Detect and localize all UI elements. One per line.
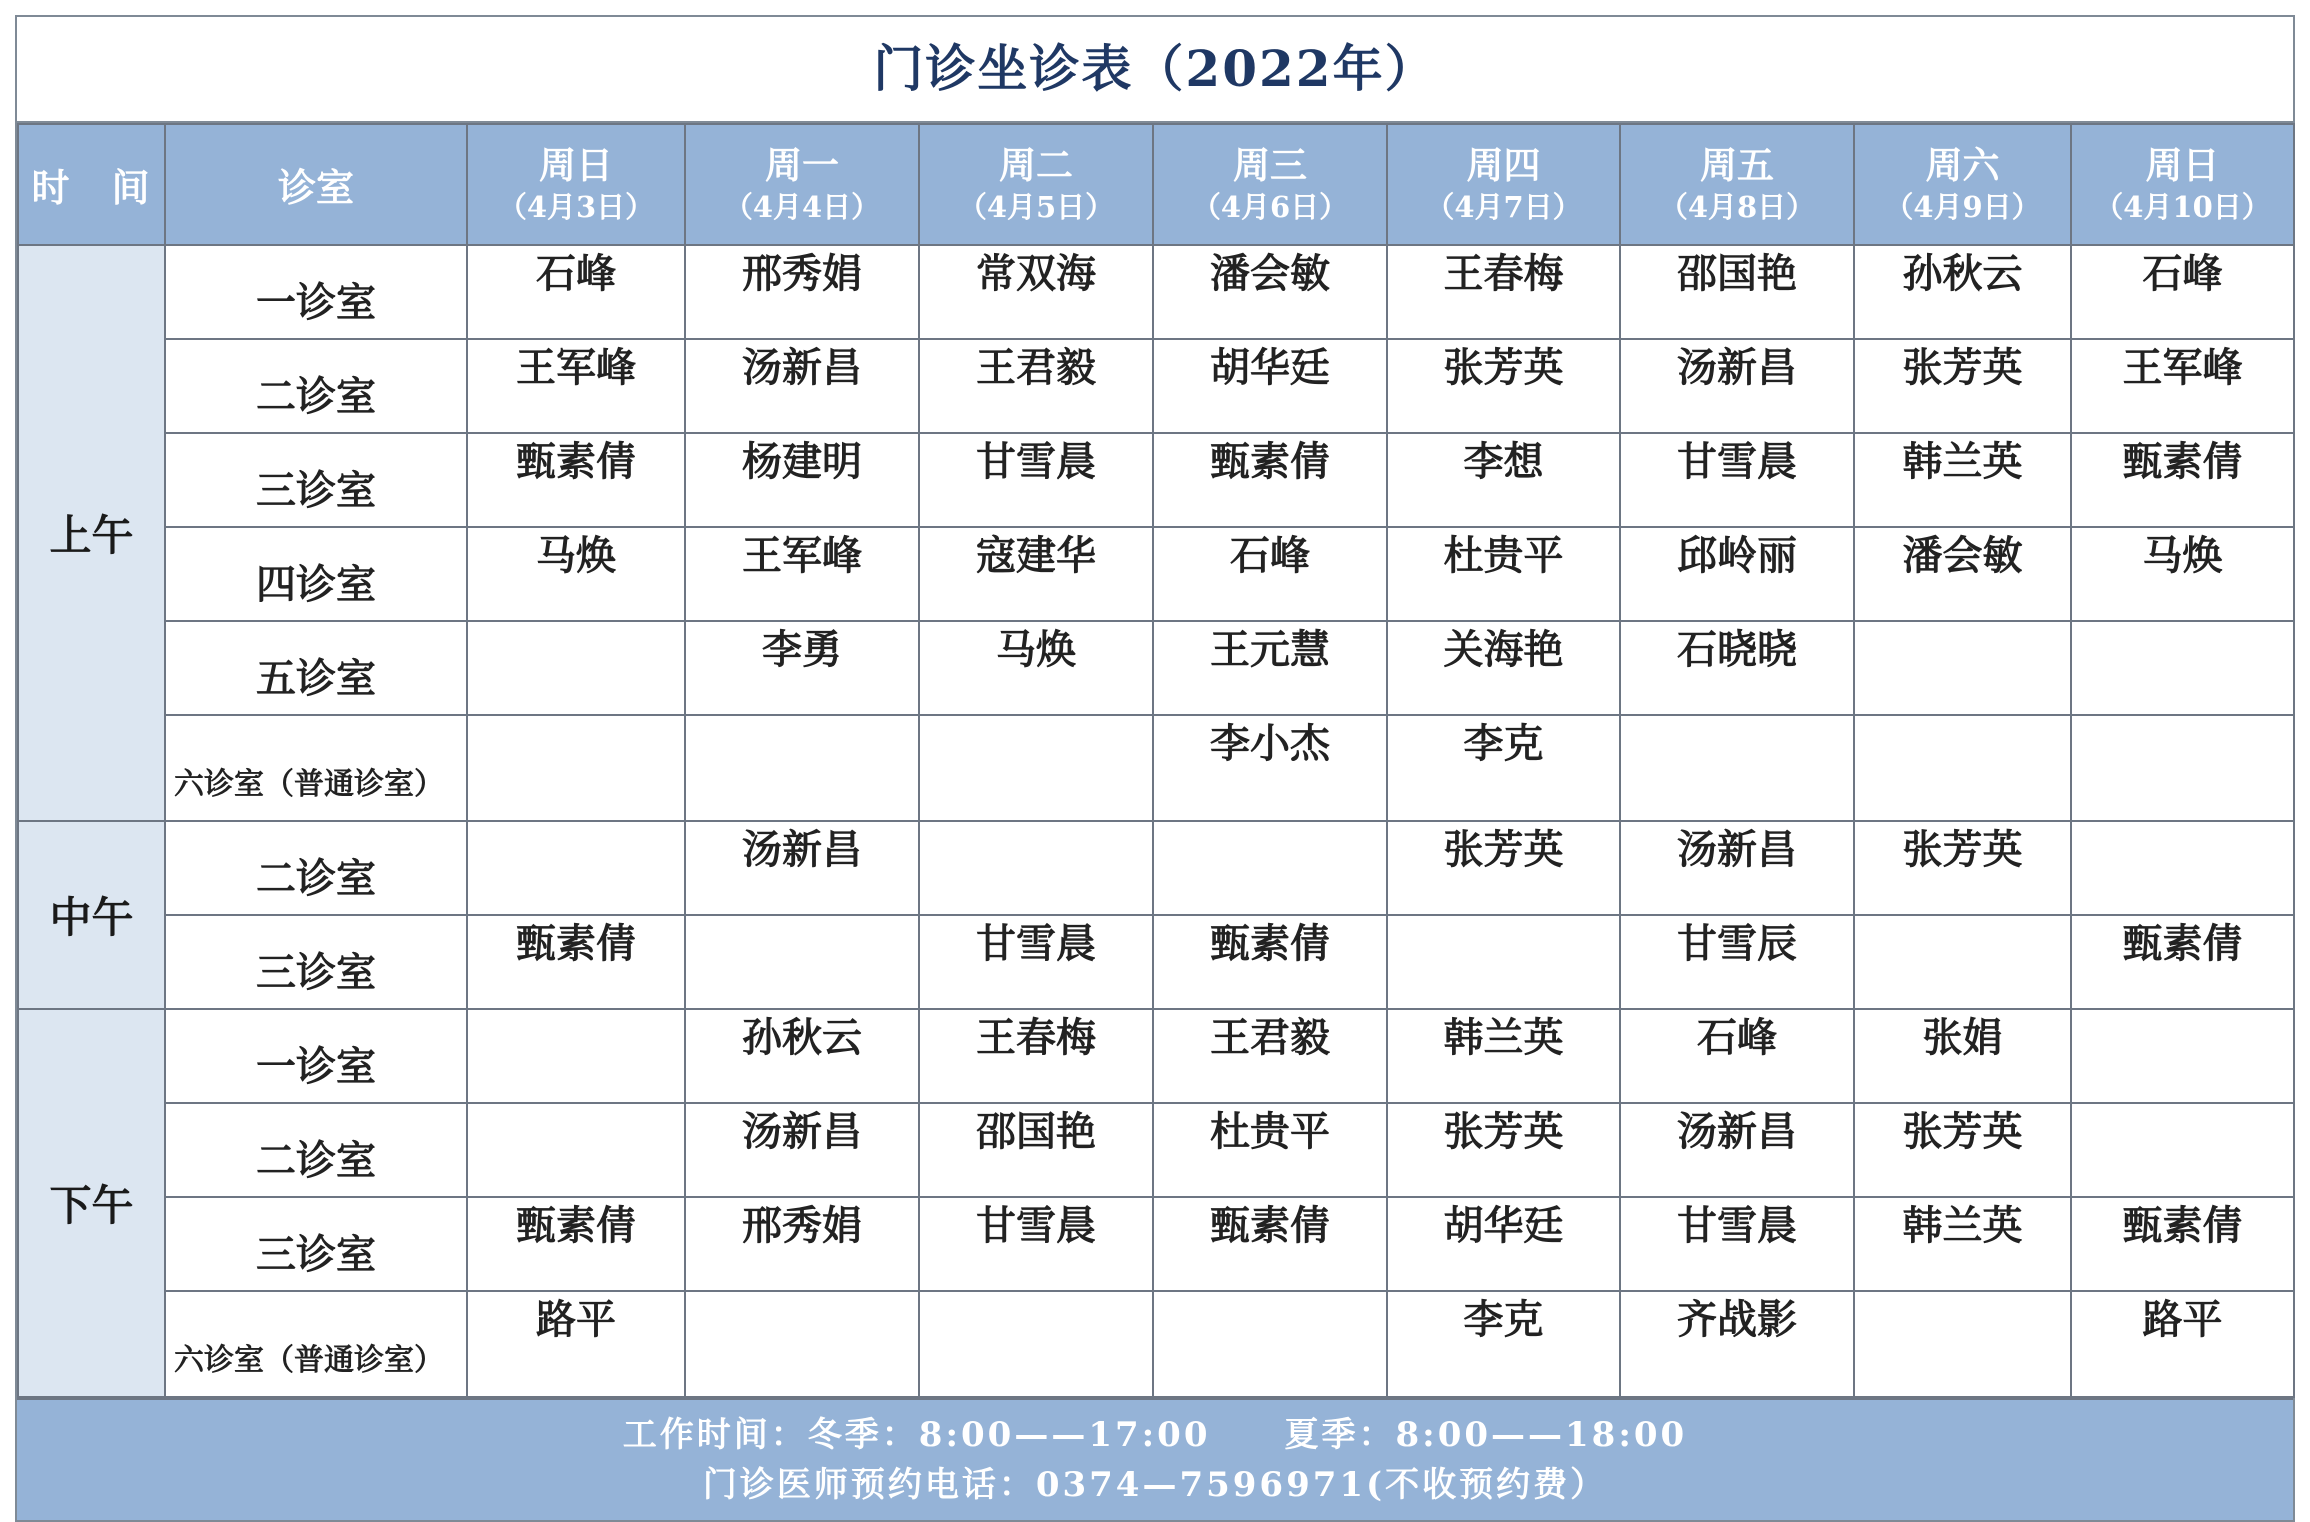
doctor-cell: 石晓晓 — [1620, 621, 1854, 715]
time-period-label: 下午 — [18, 1009, 165, 1397]
doctor-cell: 张芳英 — [1387, 821, 1620, 915]
doctor-cell: 甘雪晨 — [919, 1197, 1153, 1291]
doctor-cell — [1854, 715, 2071, 821]
doctor-cell: 甄素倩 — [2071, 433, 2294, 527]
doctor-cell — [467, 1009, 685, 1103]
doctor-cell: 路平 — [2071, 1291, 2294, 1397]
doctor-cell — [685, 715, 919, 821]
doctor-cell: 汤新昌 — [1620, 339, 1854, 433]
doctor-cell: 汤新昌 — [685, 821, 919, 915]
day-date: （4月8日） — [1658, 189, 1816, 224]
doctor-cell: 张娟 — [1854, 1009, 2071, 1103]
room-label: 六诊室（普通诊室） — [165, 715, 467, 821]
day-date: （4月10日） — [2094, 189, 2271, 224]
table-row — [18, 245, 2294, 339]
doctor-cell: 潘会敏 — [1854, 527, 2071, 621]
doctor-cell — [1153, 1291, 1387, 1397]
room-label: 二诊室 — [165, 339, 467, 433]
doctor-cell: 甘雪晨 — [1620, 433, 1854, 527]
doctor-cell: 甄素倩 — [467, 433, 685, 527]
time-header: 时 间 — [18, 124, 165, 245]
doctor-cell: 甘雪晨 — [919, 915, 1153, 1009]
doctor-cell: 齐战影 — [1620, 1291, 1854, 1397]
day-name: 周二 — [999, 142, 1073, 187]
appointment-phone: 门诊医师预约电话：0374—7596971(不收预约费） — [702, 1465, 1608, 1505]
room-label: 三诊室 — [165, 433, 467, 527]
doctor-cell: 王元慧 — [1153, 621, 1387, 715]
doctor-cell: 汤新昌 — [1620, 821, 1854, 915]
schedule-table — [17, 123, 2295, 1398]
doctor-cell: 路平 — [467, 1291, 685, 1397]
doctor-cell: 甘雪辰 — [1620, 915, 1854, 1009]
room-label: 二诊室 — [165, 1103, 467, 1197]
doctor-cell — [685, 1291, 919, 1397]
time-period-label: 中午 — [18, 821, 165, 1009]
room-label: 三诊室 — [165, 915, 467, 1009]
doctor-cell: 甘雪晨 — [919, 433, 1153, 527]
table-row — [18, 527, 2294, 621]
doctor-cell: 马焕 — [2071, 527, 2294, 621]
table-row — [18, 821, 2294, 915]
doctor-cell: 胡华廷 — [1387, 1197, 1620, 1291]
header-row — [18, 124, 2294, 245]
doctor-cell — [467, 715, 685, 821]
doctor-cell: 孙秋云 — [1854, 245, 2071, 339]
doctor-cell: 杜贵平 — [1387, 527, 1620, 621]
day-name: 周五 — [1700, 142, 1774, 187]
doctor-cell: 张芳英 — [1854, 339, 2071, 433]
doctor-cell: 李克 — [1387, 1291, 1620, 1397]
table-row — [18, 715, 2294, 821]
doctor-cell — [1854, 915, 2071, 1009]
room-header: 诊室 — [165, 124, 467, 245]
day-name: 周三 — [1233, 142, 1307, 187]
doctor-cell: 关海艳 — [1387, 621, 1620, 715]
doctor-cell — [1387, 915, 1620, 1009]
table-row — [18, 621, 2294, 715]
doctor-cell — [919, 715, 1153, 821]
doctor-cell: 张芳英 — [1854, 821, 2071, 915]
table-row — [18, 339, 2294, 433]
doctor-cell: 李克 — [1387, 715, 1620, 821]
doctor-cell: 孙秋云 — [685, 1009, 919, 1103]
doctor-cell: 李想 — [1387, 433, 1620, 527]
room-label: 四诊室 — [165, 527, 467, 621]
table-row — [18, 433, 2294, 527]
doctor-cell: 甄素倩 — [1153, 1197, 1387, 1291]
doctor-cell: 邢秀娟 — [685, 245, 919, 339]
doctor-cell — [2071, 621, 2294, 715]
doctor-cell: 韩兰英 — [1854, 433, 2071, 527]
doctor-cell — [2071, 1103, 2294, 1197]
doctor-cell: 甄素倩 — [467, 1197, 685, 1291]
doctor-cell: 甄素倩 — [1153, 433, 1387, 527]
day-date: （4月7日） — [1425, 189, 1582, 224]
doctor-cell: 汤新昌 — [1620, 1103, 1854, 1197]
working-hours: 工作时间：冬季：8:00——17:00 夏季：8:00——18:00 — [622, 1415, 1688, 1455]
page-title: 门诊坐诊表（2022年） — [17, 17, 2293, 123]
doctor-cell: 汤新昌 — [685, 339, 919, 433]
doctor-cell: 邱岭丽 — [1620, 527, 1854, 621]
doctor-cell: 王军峰 — [467, 339, 685, 433]
doctor-cell: 王君毅 — [919, 339, 1153, 433]
room-label: 五诊室 — [165, 621, 467, 715]
doctor-cell: 王君毅 — [1153, 1009, 1387, 1103]
doctor-cell: 常双海 — [919, 245, 1153, 339]
doctor-cell: 韩兰英 — [1854, 1197, 2071, 1291]
doctor-cell: 甘雪晨 — [1620, 1197, 1854, 1291]
room-label: 二诊室 — [165, 821, 467, 915]
day-header — [467, 124, 685, 245]
day-name: 周四 — [1466, 142, 1541, 187]
doctor-cell: 杜贵平 — [1153, 1103, 1387, 1197]
doctor-cell: 汤新昌 — [685, 1103, 919, 1197]
table-row — [18, 1197, 2294, 1291]
day-date: （4月6日） — [1191, 189, 1349, 224]
doctor-cell: 王军峰 — [685, 527, 919, 621]
table-row — [18, 1103, 2294, 1197]
day-name: 周日 — [2145, 142, 2220, 187]
doctor-cell: 潘会敏 — [1153, 245, 1387, 339]
doctor-cell: 杨建明 — [685, 433, 919, 527]
doctor-cell: 石峰 — [1620, 1009, 1854, 1103]
day-date: （4月3日） — [497, 189, 655, 224]
day-date: （4月9日） — [1884, 189, 2041, 224]
doctor-cell: 王春梅 — [1387, 245, 1620, 339]
doctor-cell: 石峰 — [467, 245, 685, 339]
table-row — [18, 1009, 2294, 1103]
day-date: （4月4日） — [723, 189, 881, 224]
doctor-cell — [2071, 715, 2294, 821]
doctor-cell: 韩兰英 — [1387, 1009, 1620, 1103]
day-header — [919, 124, 1153, 245]
doctor-cell — [2071, 1009, 2294, 1103]
doctor-cell: 李小杰 — [1153, 715, 1387, 821]
day-date: （4月5日） — [957, 189, 1115, 224]
doctor-cell — [467, 621, 685, 715]
doctor-cell: 石峰 — [1153, 527, 1387, 621]
doctor-cell — [2071, 821, 2294, 915]
table-row — [18, 915, 2294, 1009]
doctor-cell: 甄素倩 — [1153, 915, 1387, 1009]
room-label: 一诊室 — [165, 1009, 467, 1103]
doctor-cell — [919, 821, 1153, 915]
table-row — [18, 1291, 2294, 1397]
doctor-cell — [685, 915, 919, 1009]
doctor-cell: 寇建华 — [919, 527, 1153, 621]
doctor-cell — [919, 1291, 1153, 1397]
day-header — [1620, 124, 1854, 245]
doctor-cell: 张芳英 — [1387, 1103, 1620, 1197]
doctor-cell: 石峰 — [2071, 245, 2294, 339]
doctor-cell — [1153, 821, 1387, 915]
day-header — [1153, 124, 1387, 245]
doctor-cell — [1854, 1291, 2071, 1397]
doctor-cell: 王春梅 — [919, 1009, 1153, 1103]
doctor-cell: 马焕 — [919, 621, 1153, 715]
doctor-cell: 胡华廷 — [1153, 339, 1387, 433]
doctor-cell — [1620, 715, 1854, 821]
doctor-cell: 邵国艳 — [1620, 245, 1854, 339]
doctor-cell: 邢秀娟 — [685, 1197, 919, 1291]
room-label: 一诊室 — [165, 245, 467, 339]
doctor-cell: 邵国艳 — [919, 1103, 1153, 1197]
doctor-cell — [1854, 621, 2071, 715]
schedule-sheet — [15, 15, 2295, 1522]
day-name: 周六 — [1925, 142, 2000, 187]
day-name: 周一 — [765, 142, 839, 187]
time-period-label: 上午 — [18, 245, 165, 821]
footer-info — [17, 1398, 2293, 1520]
doctor-cell: 张芳英 — [1854, 1103, 2071, 1197]
room-label: 三诊室 — [165, 1197, 467, 1291]
doctor-cell — [467, 1103, 685, 1197]
doctor-cell: 马焕 — [467, 527, 685, 621]
day-header — [1854, 124, 2071, 245]
doctor-cell: 张芳英 — [1387, 339, 1620, 433]
doctor-cell: 李勇 — [685, 621, 919, 715]
day-name: 周日 — [539, 142, 613, 187]
room-label: 六诊室（普通诊室） — [165, 1291, 467, 1397]
doctor-cell: 甄素倩 — [2071, 1197, 2294, 1291]
doctor-cell: 甄素倩 — [467, 915, 685, 1009]
doctor-cell — [467, 821, 685, 915]
doctor-cell: 王军峰 — [2071, 339, 2294, 433]
day-header — [2071, 124, 2294, 245]
day-header — [685, 124, 919, 245]
day-header — [1387, 124, 1620, 245]
doctor-cell: 甄素倩 — [2071, 915, 2294, 1009]
